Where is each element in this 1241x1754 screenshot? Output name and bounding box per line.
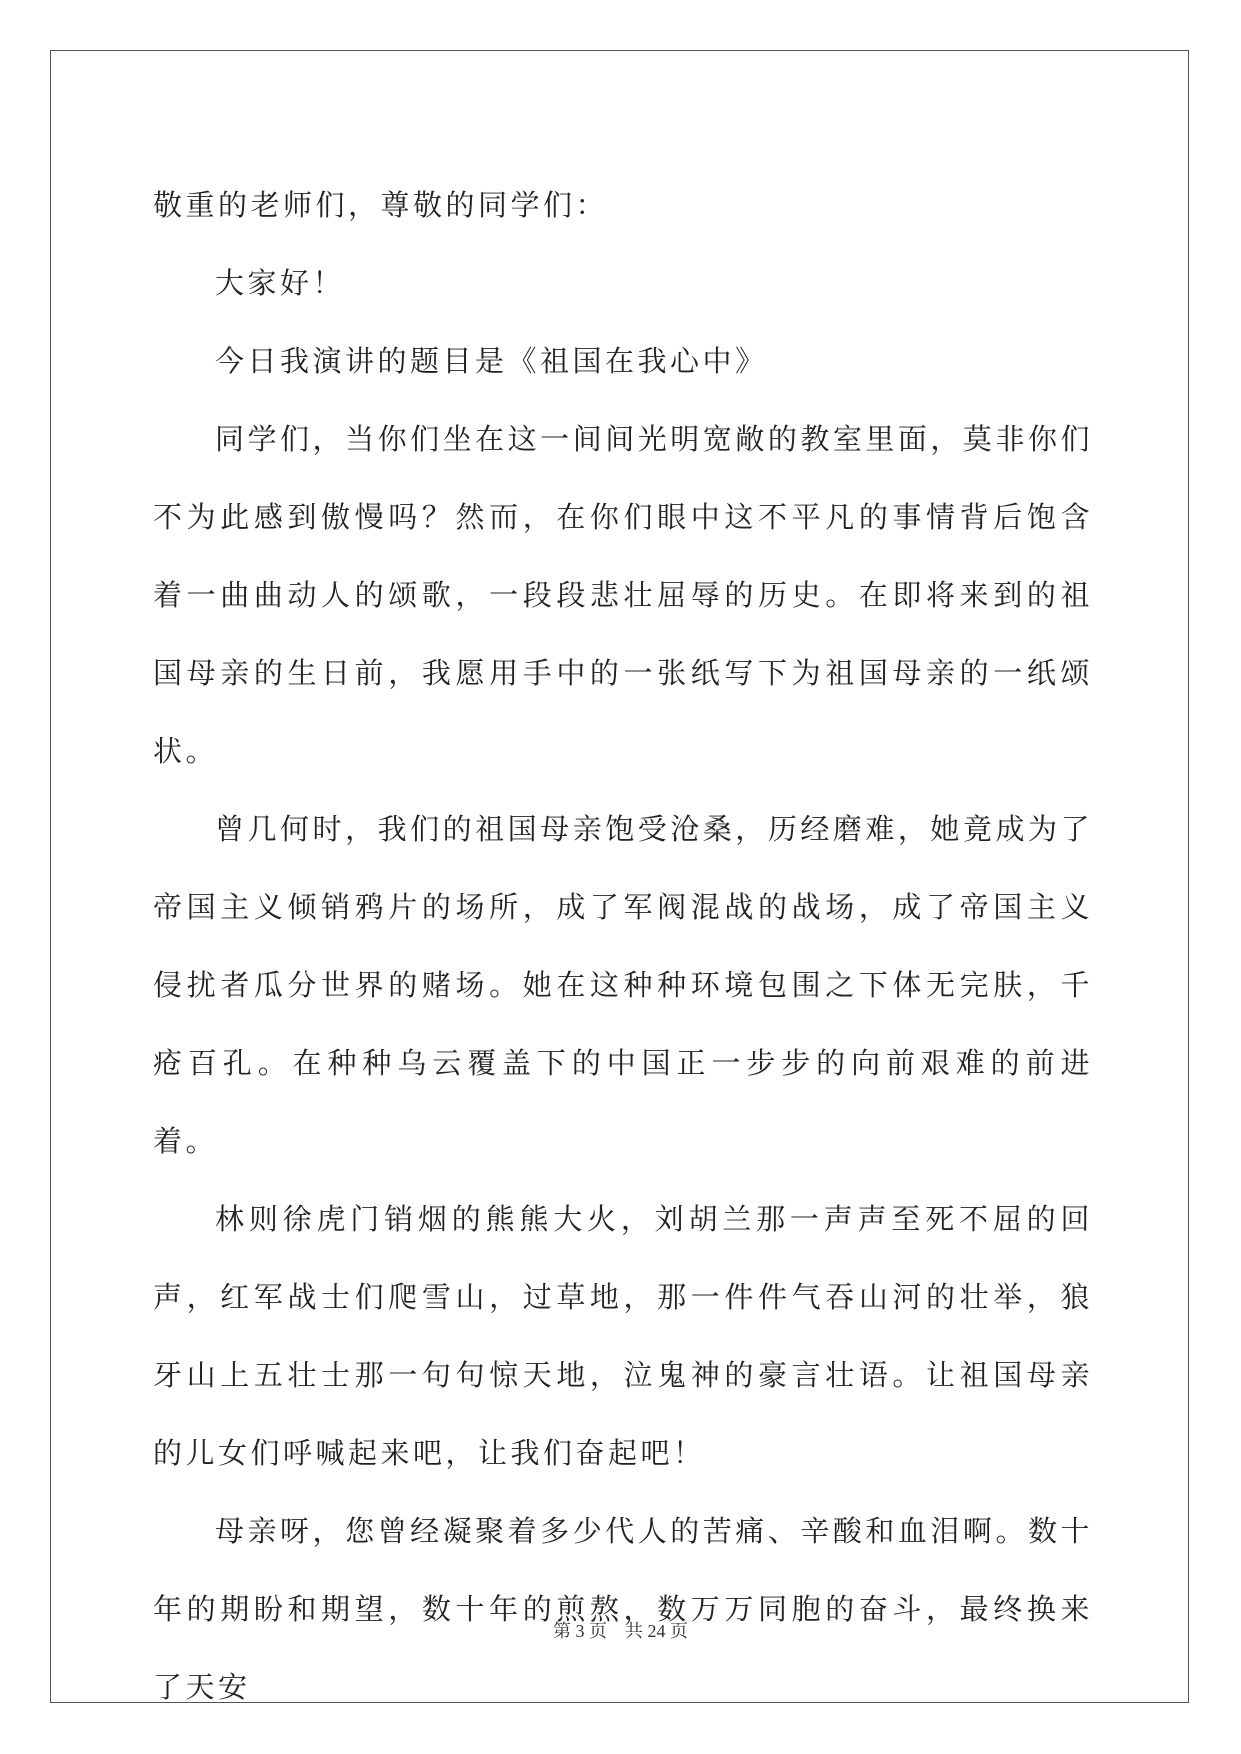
paragraph: 同学们，当你们坐在这一间间光明宽敞的教室里面，莫非你们不为此感到傲慢吗？然而，在你们眼中这不平凡的事情背后饱含着一曲曲动人的颂歌，一段段悲壮屈辱的历史。在即将来到的祖国母亲的生日前，我愿用手中的一张纸写下为祖国母亲的一纸颂状。 [153,422,1093,768]
greeting: 大家好！ [215,266,346,300]
page-footer [0,1619,1241,1643]
speech-topic: 今日我演讲的题目是《祖国在我心中》 [215,344,768,378]
document-body [153,166,1093,1726]
page-total: 共 24 页 [625,1621,688,1641]
paragraph: 母亲呀，您曾经凝聚着多少代人的苦痛、辛酸和血泪啊。数十年的期盼和期望，数十年的煎熬，数万万同胞的奋斗，最终换来了天安 [153,1514,1093,1704]
paragraph: 曾几何时，我们的祖国母亲饱受沧桑，历经磨难，她竟成为了帝国主义倾销鸦片的场所，成了军阀混战的战场，成了帝国主义侵扰者瓜分世界的赌场。她在这种种环境包围之下体无完肤，千疮百孔。在种种乌云覆盖下的中国正一步步的向前艰难的前进着。 [153,812,1093,1158]
page-number: 第 3 页 [553,1621,607,1641]
salutation: 敬重的老师们，尊敬的同学们： [153,188,609,222]
paragraph: 林则徐虎门销烟的熊熊大火，刘胡兰那一声声至死不屈的回声，红军战士们爬雪山，过草地，那一件件气吞山河的壮举，狼牙山上五壮士那一句句惊天地，泣鬼神的豪言壮语。让祖国母亲的儿女们呼喊起来吧，让我们奋起吧！ [153,1202,1093,1470]
